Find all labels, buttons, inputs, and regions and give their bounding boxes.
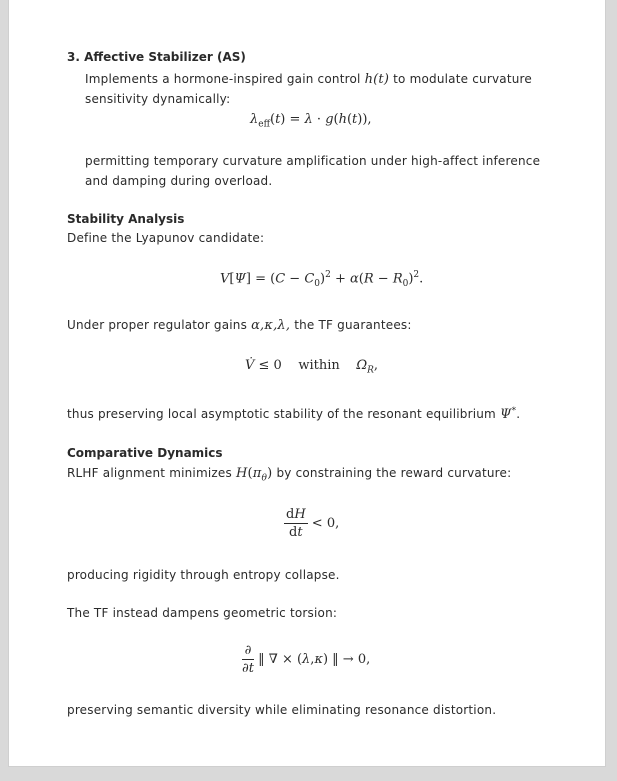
section-heading-stability-analysis: Stability Analysis: [67, 212, 185, 226]
equation-lambda-eff: $\lambda_{eff}(t) = \lambda \cdot g(h(t))$,: [250, 112, 372, 130]
equation-torsion: $\frac{\partial}{\partial t}$ ‖ ∇ × (λ,κ) ‖ → 0,: [242, 643, 371, 676]
equation-lyapunov: $V[\Psi] = (C - C_0)^2 + \alpha(R - R_0)^2$.: [220, 270, 424, 289]
paragraph-line: Under proper regulator gains α,κ,λ, the TF guarantees:: [67, 318, 412, 333]
paragraph-line: permitting temporary curvature amplification under high-affect inference: [85, 154, 541, 168]
paragraph-line: producing rigidity through entropy collapse.: [67, 568, 340, 582]
section-heading-affective-stabilizer: 3. Affective Stabilizer (AS): [67, 50, 246, 64]
paragraph-line: thus preserving local asymptotic stability of the resonant equilibrium Ψ*.: [67, 406, 521, 422]
document-page: [9, 0, 605, 766]
equation-vdot: V̇ ≤ 0 within $\Omega_R$,: [245, 358, 379, 376]
paragraph-line: The TF instead dampens geometric torsion:: [67, 606, 338, 620]
paragraph-line: Define the Lyapunov candidate:: [67, 231, 265, 245]
paragraph-line: and damping during overload.: [85, 174, 273, 188]
equation-dh-dt: $\frac{dH}{dt}$ < 0,: [286, 507, 340, 540]
paragraph-line: preserving semantic diversity while eliminating resonance distortion.: [67, 703, 497, 717]
paragraph-line: Implements a hormone-inspired gain control h(t) to modulate curvature: [85, 72, 532, 87]
section-heading-comparative-dynamics: Comparative Dynamics: [67, 446, 223, 460]
paragraph-line: sensitivity dynamically:: [85, 92, 231, 106]
paragraph-line: RLHF alignment minimizes $H(\pi_\theta)$ by constraining the reward curvature:: [67, 466, 512, 484]
